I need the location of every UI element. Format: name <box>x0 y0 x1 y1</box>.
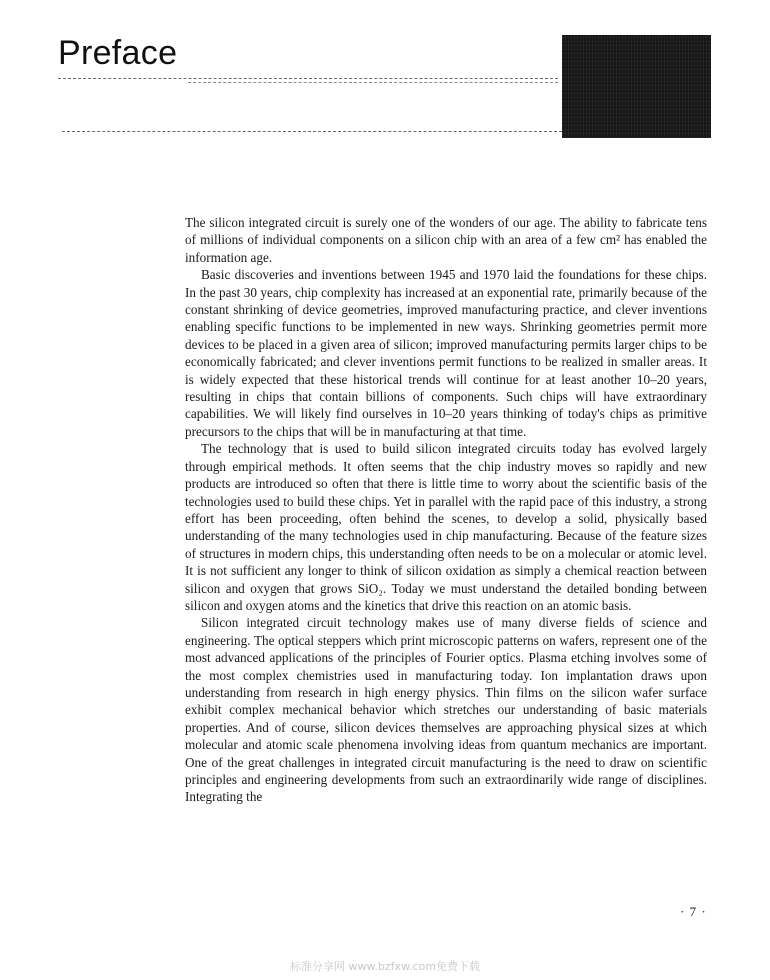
header-dark-block <box>562 35 711 138</box>
paragraph-3: The technology that is used to build silicon integrated circuits today has evolved largely through empirical methods. It often seems that the chip industry moves so rapidly and new products are introduced so often that there is little time to worry about the scientific basis of the technologies used to build these chips. Yet in parallel with the rapid pace of this industry, a strong effort has been proceeding, often behind the scenes, to develop a solid, physically based understanding of the many technologies used in chip manufacturing. Because of the feature sizes of structures in modern chips, this understanding often needs to be on a molecular or atomic level. It is not sufficient any longer to think of silicon oxidation as simply a chemical reaction between silicon and oxygen that grows SiO₂. Today we must understand the detailed bonding between silicon and oxygen atoms and the kinetics that drive this reaction on an atomic basis. <box>185 441 707 613</box>
page-number: · 7 · <box>680 904 707 919</box>
header-divider-top <box>58 78 558 79</box>
watermark: 标准分享网 www.bzfxw.com免费下载 <box>289 960 481 973</box>
paragraph-2: Basic discoveries and inventions between 1945 and 1970 laid the foundations for these chips. In the past 30 years, chip complexity has increased at an exponential rate, primarily because of the constant shrinking of device geometries, improved manufacturing practice, and clever inventions enabling specific functions to be implemented in new ways. Shrinking geometries permit more devices to be placed in a given area of silicon; improved manufacturing permits larger chips to be economically fabricated; and clever inventions permit functions to be realized in smaller areas. It is widely expected that these historical trends will continue for at least another 10–20 years, resulting in chips that contain billions of components. Such chips will have extraordinary capabilities. We will likely find ourselves in 10–20 years thinking of today's chips as primitive precursors to the chips that will be in manufacturing at that time. <box>185 267 707 439</box>
preface-body <box>185 214 707 806</box>
page-title: Preface <box>58 34 178 72</box>
paragraph-1: The silicon integrated circuit is surely one of the wonders of our age. The ability to fabricate tens of millions of individual components on a silicon chip with an area of a few cm² has enabled the information age. <box>185 215 707 265</box>
header-divider-bottom <box>62 131 562 132</box>
paragraph-4: Silicon integrated circuit technology makes use of many diverse fields of science and engineering. The optical steppers which print microscopic patterns on wafers, represent one of the most advanced applications of the principles of Fourier optics. Plasma etching involves some of the most complex chemistries used in manufacturing today. Ion implantation draws upon understanding from research in high energy physics. Thin films on the silicon wafer surface exhibit complex mechanical behavior which stretches our understanding of basic materials properties. And of course, silicon devices themselves are approaching physical sizes at which molecular and atomic scale phenomena involving ideas from quantum mechanics are important. One of the great challenges in integrated circuit manufacturing is the need to draw on scientific principles and engineering developments from such an extraordinarily wide range of disciplines. Integrating the <box>185 615 707 805</box>
header-divider-middle <box>188 82 558 83</box>
